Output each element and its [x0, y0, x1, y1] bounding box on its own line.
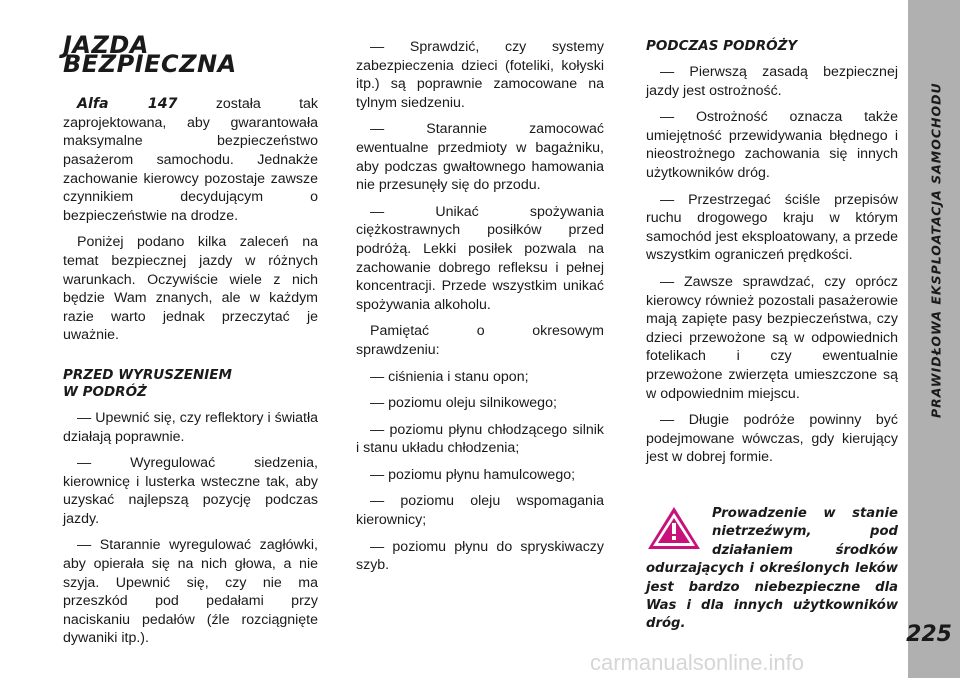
- warning-box: [646, 505, 898, 634]
- check-item: — poziomu płynu do spryskiwaczy szyb.: [356, 538, 604, 574]
- chapter-sidebar: [908, 0, 960, 678]
- column-3: [646, 38, 898, 634]
- check-item: — ciśnienia i stanu opon;: [370, 368, 529, 385]
- list-item: — Ostrożność oznacza także umiejętność przewidywania błędnego i nieostrożnego zachowania się innych użytkowników dróg.: [646, 109, 898, 181]
- column-2: [356, 38, 604, 583]
- section-heading-before-trip: [63, 367, 318, 401]
- page-title: JAZDA BEZPIECZNA: [63, 31, 237, 78]
- check-item: — poziomu płynu chłodzącego silnik i stanu układu chłodzenia;: [356, 421, 604, 457]
- list-item: — Długie podróże powinny być podejmowane wówczas, gdy kierujący jest w dobrej formie.: [646, 412, 898, 466]
- list-item: — Zawsze sprawdzać, czy oprócz kierowcy również pozostali pasażerowie mają zapięte pasy bezpieczeństwa, czy dzieci przewożone są w odpowiednich fotelikach i czy ewentualnie przewożone zwierzęta umieszczone są w odpowiednim miejscu.: [646, 273, 898, 402]
- list-item: — Unikać spożywania ciężkostrawnych posiłków przed podróżą. Lekki posiłek pozwala na zachowanie dobrego refleksu i pełnej koncentracji. Przede wszystkim unikać spożywania alkoholu.: [356, 203, 604, 313]
- list-item: — Starannie zamocować ewentualne przedmioty w bagażniku, aby podczas gwałtownego hamowania nie przesunęły się do przodu.: [356, 121, 604, 194]
- list-item: — Pierwszą zasadą bezpiecznej jazdy jest ostrożność.: [646, 64, 898, 99]
- list-item: — Upewnić się, czy reflektory i światła działają poprawnie.: [63, 409, 318, 445]
- intro-paragraph: [63, 95, 318, 225]
- list-item: — Przestrzegać ściśle przepisów ruchu drogowego kraju w którym samochód jest eksploatowany, a przede wszystkim ograniczeń prędkości.: [646, 191, 898, 264]
- check-item: — poziomu płynu hamulcowego;: [370, 466, 576, 483]
- column-1: [63, 31, 318, 656]
- list-item: — Wyregulować siedzenia, kierownicę i lusterka wsteczne tak, aby uzyskać najlepszą pozycję podczas jazdy.: [63, 455, 318, 527]
- warning-triangle-icon: [646, 505, 702, 551]
- page-number: 225: [906, 622, 952, 647]
- check-item: — poziomu oleju silnikowego;: [370, 395, 557, 412]
- heading-line-1: PRZED WYRUSZENIEM: [63, 366, 232, 383]
- list-item: — Starannie wyregulować zagłówki, aby opierała się na nich głowa, a nie szyja. Upewnić się, czy nie ma przeszkód pod pedałami przy naciskaniu pedałów (źle rozciągnięte dywaniki itp.).: [63, 537, 318, 647]
- watermark: carmanualsonline.info: [590, 650, 805, 675]
- intro-text: została tak zaprojektowana, aby gwarantowała maksymalne bezpieczeństwo pasażerom samochodu. Jednakże zachowanie kierowcy pozostaje zawsze czynnikiem decydującym o bezpieczeństwie na drodze.: [63, 96, 318, 224]
- warning-text: Prowadzenie w stanie nietrzeźwym, pod działaniem środków odurzających i określonych leków jest bardzo niebezpieczne dla Was i dla innych użytkowników dróg.: [646, 505, 898, 632]
- check-item: — poziomu oleju wspomagania kierownicy;: [356, 493, 604, 529]
- chapter-title: PRAWIDŁOWA EKSPLOATACJA SAMOCHODU: [928, 82, 944, 418]
- intro-paragraph-2: Poniżej podano kilka zaleceń na temat bezpiecznej jazdy w różnych warunkach. Oczywiście wiele z nich będzie Wam znanych, ale w każdym razie warto jednak przeczytać je uważnie.: [63, 234, 318, 344]
- section-heading-during-trip: PODCZAS PODRÓŻY: [646, 38, 798, 54]
- heading-line-2: W PODRÓŻ: [63, 383, 147, 400]
- brand-name: Alfa 147: [77, 96, 178, 113]
- check-intro: Pamiętać o okresowym sprawdzeniu:: [356, 323, 604, 358]
- list-item: — Sprawdzić, czy systemy zabezpieczenia dzieci (foteliki, kołyski itp.) są poprawnie zamocowane na tylnym siedzeniu.: [356, 39, 604, 111]
